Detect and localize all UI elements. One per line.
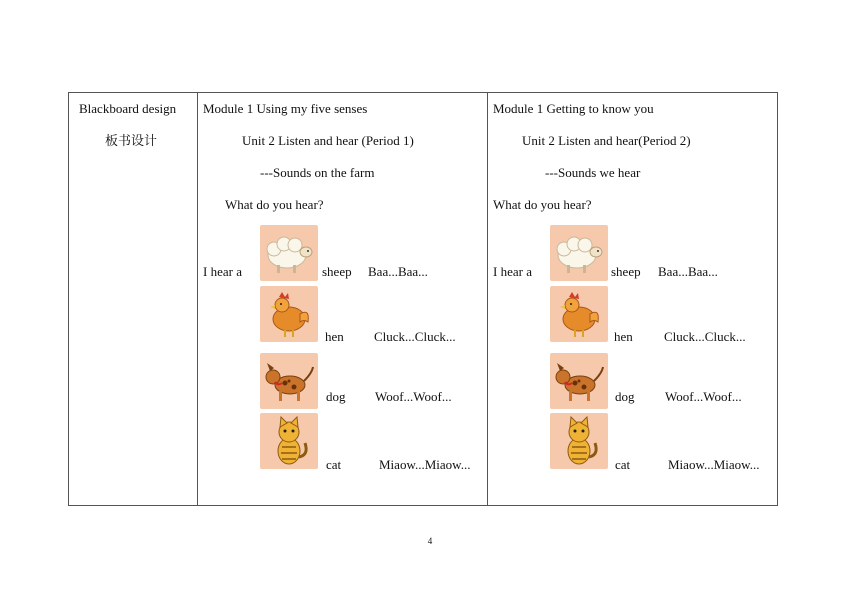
blackboard-table	[68, 92, 778, 506]
topic-heading: ---Sounds on the farm	[260, 165, 375, 180]
column-divider	[487, 93, 488, 505]
dog-icon	[550, 353, 608, 409]
animal-word: hen	[325, 329, 344, 344]
page-number: 4	[427, 536, 433, 546]
module-heading: Module 1 Getting to know you	[493, 101, 654, 116]
section-title: Blackboard design	[79, 101, 177, 116]
animal-word: sheep	[611, 264, 641, 279]
lead-text: I hear a	[203, 264, 242, 279]
column-divider	[197, 93, 198, 505]
question-text: What do you hear?	[493, 197, 592, 212]
animal-sound: Miaow...Miaow...	[668, 457, 760, 472]
lead-text: I hear a	[493, 264, 532, 279]
section-subtitle: 板书设计	[105, 133, 158, 148]
question-text: What do you hear?	[225, 197, 324, 212]
cat-icon	[550, 413, 608, 469]
animal-sound: Woof...Woof...	[375, 389, 452, 404]
animal-sound: Cluck...Cluck...	[664, 329, 746, 344]
animal-sound: Woof...Woof...	[665, 389, 742, 404]
animal-word: sheep	[322, 264, 352, 279]
animal-sound: Baa...Baa...	[368, 264, 428, 279]
animal-sound: Miaow...Miaow...	[379, 457, 471, 472]
cat-icon	[260, 413, 318, 469]
animal-word: cat	[615, 457, 631, 472]
module-heading: Module 1 Using my five senses	[203, 101, 368, 116]
animal-word: hen	[614, 329, 633, 344]
hen-icon	[550, 286, 608, 342]
dog-icon	[260, 353, 318, 409]
animal-word: cat	[326, 457, 342, 472]
topic-heading: ---Sounds we hear	[545, 165, 641, 180]
animal-word: dog	[326, 389, 346, 404]
animal-sound: Cluck...Cluck...	[374, 329, 456, 344]
hen-icon	[260, 286, 318, 342]
sheep-icon	[260, 225, 318, 281]
animal-word: dog	[615, 389, 635, 404]
unit-heading: Unit 2 Listen and hear(Period 2)	[522, 133, 691, 148]
sheep-icon	[550, 225, 608, 281]
animal-sound: Baa...Baa...	[658, 264, 718, 279]
unit-heading: Unit 2 Listen and hear (Period 1)	[242, 133, 414, 148]
